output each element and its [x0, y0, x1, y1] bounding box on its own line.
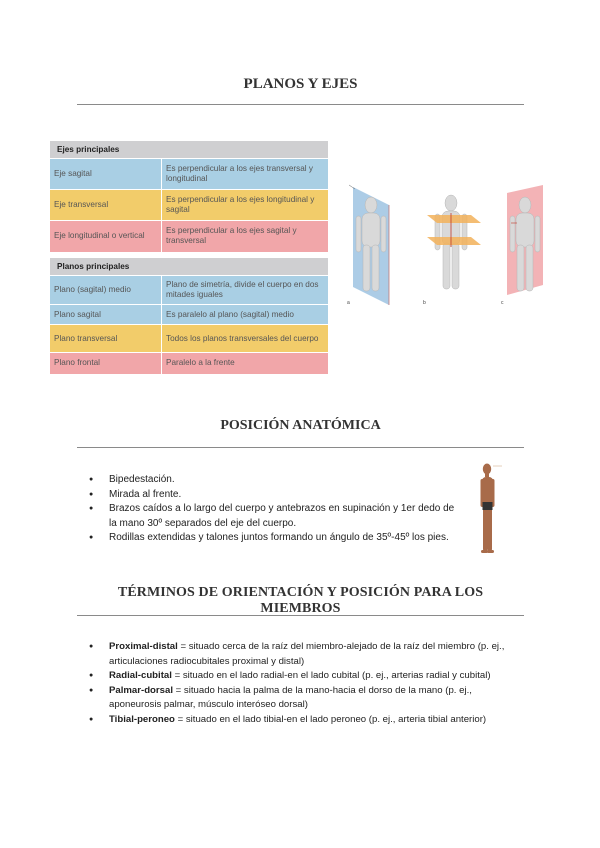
- table-cell-desc: Es perpendicular a los ejes longitudinal y sagital: [162, 190, 329, 221]
- table-cell-term: Plano frontal: [50, 353, 162, 374]
- term-description: = situado en el lado tibial-en el lado peroneo (p. ej., arteria tibial anterior): [174, 713, 487, 725]
- figure-label: a: [347, 300, 350, 306]
- figure-a-sagittal: [347, 185, 389, 306]
- divider: [77, 447, 524, 448]
- table-header: Planos principales: [50, 258, 328, 276]
- table-header: Ejes principales: [50, 141, 328, 159]
- list-item: ● Brazos caídos a lo largo del cuerpo y antebrazos en supinación y 1er dedo de la mano 30º separados del eje del cuerpo.: [89, 502, 461, 531]
- section-title-planos: PLANOS Y EJES: [243, 76, 358, 92]
- table-cell-term: Eje longitudinal o vertical: [50, 221, 162, 252]
- anatomical-position-figure: [473, 461, 503, 557]
- table-cell-desc: Paralelo a la frente: [162, 353, 329, 374]
- table-cell-desc: Es perpendicular a los ejes sagital y transversal: [162, 221, 329, 252]
- table-cell-desc: Todos los planos transversales del cuerpo: [162, 325, 329, 353]
- term-description: = situado en el lado radial-en el lado cubital (p. ej., arterias radial y cubital): [171, 670, 491, 681]
- term-label: Radial-cubital: [109, 670, 172, 681]
- table-row: [50, 159, 328, 190]
- list-item: [89, 640, 519, 669]
- table-cell-desc: Plano de simetría, divide el cuerpo en dos mitades iguales: [162, 276, 329, 305]
- term-label: Tibial-peroneo: [109, 713, 175, 725]
- section-title-posicion: POSICIÓN ANATÓMICA: [220, 418, 381, 433]
- table-row: [50, 353, 328, 374]
- figure-label: b: [423, 300, 426, 306]
- list-item: ● Mirada al frente.: [89, 488, 461, 503]
- table-row: [50, 305, 328, 325]
- list-item: [89, 669, 519, 684]
- list-item: [89, 713, 519, 728]
- posicion-list: [89, 473, 461, 546]
- list-item: [89, 684, 519, 713]
- table-row: [50, 325, 328, 353]
- figure-c-frontal: [501, 185, 543, 306]
- terminos-list: [89, 640, 519, 727]
- table-cell-term: Plano transversal: [50, 325, 162, 353]
- term-description: = situado cerca de la raíz del miembro-alejado de la raíz del miembro (p. ej., articulaciones radiocubitales proximal y distal): [109, 641, 505, 667]
- table-row: [50, 221, 328, 252]
- table-ejes-principales: [50, 141, 328, 252]
- table-row: [50, 190, 328, 221]
- figure-b-transverse: [423, 195, 481, 306]
- table-cell-term: Plano (sagital) medio: [50, 276, 162, 305]
- table-cell-term: Plano sagital: [50, 305, 162, 325]
- table-row: [50, 276, 328, 305]
- table-cell-term: Eje sagital: [50, 159, 162, 190]
- table-planos-principales: [50, 258, 328, 374]
- figure-label: c: [501, 300, 504, 306]
- table-cell-desc: Es perpendicular a los ejes transversal y longitudinal: [162, 159, 329, 190]
- divider: [77, 104, 524, 105]
- term-label: Palmar-dorsal: [109, 684, 173, 696]
- divider: [77, 615, 524, 616]
- list-item: ● Bipedestación.: [89, 473, 461, 488]
- table-cell-term: Eje transversal: [50, 190, 162, 221]
- term-description: = situado hacia la palma de la mano-hacia el dorso de la mano (p. ej., aponeurosis palmar, músculo interóseo dorsal): [109, 684, 472, 710]
- anatomical-planes-figure: [345, 183, 555, 308]
- section-title-terminos: TÉRMINOS DE ORIENTACIÓN Y POSICIÓN PARA LOS MIEMBROS: [117, 585, 484, 616]
- term-label: Proximal-distal: [109, 641, 178, 652]
- table-cell-desc: Es paralelo al plano (sagital) medio: [162, 305, 329, 325]
- list-item: ● Rodillas extendidas y talones juntos formando un ángulo de 35º-45º los pies.: [89, 531, 461, 546]
